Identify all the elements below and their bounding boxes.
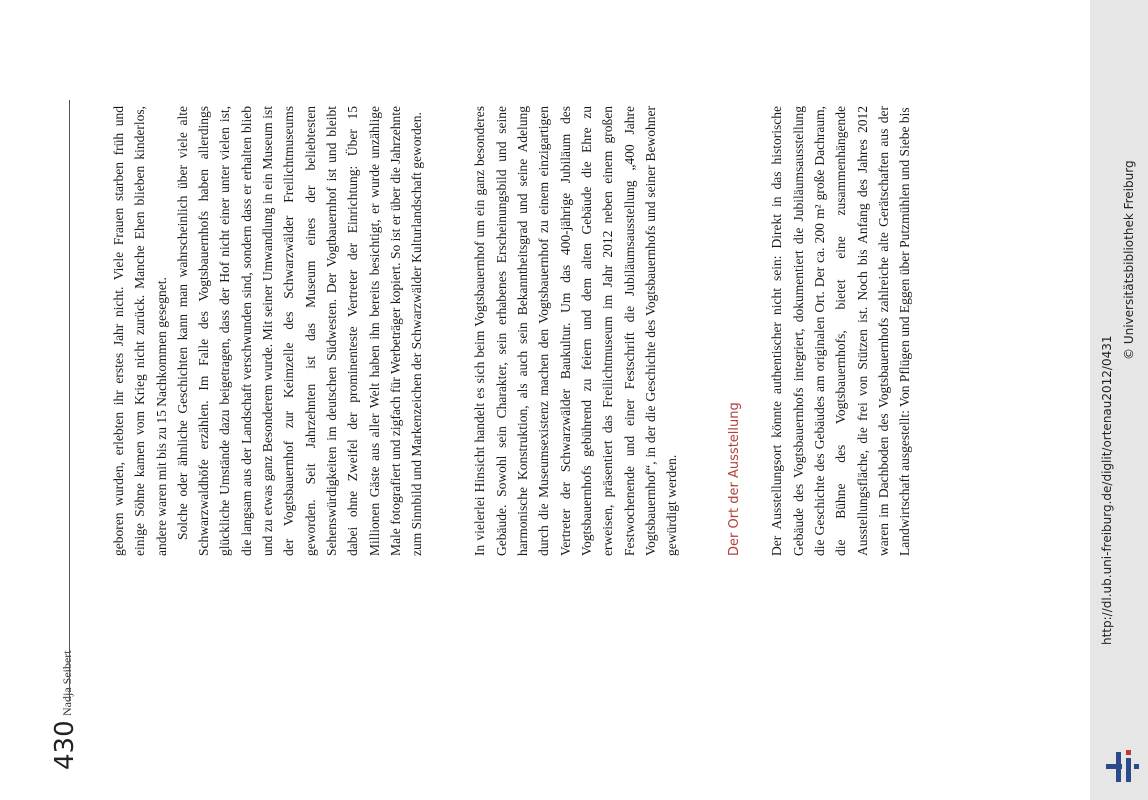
ub-freiburg-logo-icon bbox=[1100, 744, 1144, 788]
heading-gap bbox=[745, 106, 766, 556]
paragraph-gap bbox=[427, 106, 469, 556]
running-head-author: Nadja Seibert bbox=[60, 650, 74, 716]
paragraph: In vielerlei Hinsicht handelt es sich beim Vogtsbauernhof um ein ganz besonderes Gebäude. Sowohl sein Charakter, sein erhabenes Erscheinungsbild und seine harmonische Konstruktion, als auch sein Bekanntheitsgrad und seine Adelung durch die Museumsexistenz machen den Vogtsbauernhof zu einem einzigartigen Vertreter der Schwarzwälder Baukultur. Um das 400-jährige Jubiläum des Vogtsbauernhofs gebührend zu feiern und dem alten Gebäude die Ehre zu erweisen, präsentiert das Freilichtmuseum im Jahr 2012 neben einem großen Festwochenende und einer Festschrift die Jubiläumsausstellung „400 Jahre Vogtsbauernhof“, in der die Geschichte des Vogtsbauernhofs und seiner Bewohner gewürdigt werden. bbox=[472, 106, 680, 556]
source-url-link[interactable]: http://dl.ub.uni-freiburg.de/diglit/ortenau2012/0431 bbox=[1100, 335, 1114, 645]
sidebar-text bbox=[1090, 0, 1148, 800]
copyright-notice: © Universitätsbibliothek Freiburg bbox=[1122, 160, 1136, 360]
paragraph: Der Ausstellungsort könnte authentischer nicht sein: Direkt in das historische Gebäude des Vogtsbauernhofs integriert, dokumentiert die Jubiläumsausstellung die Geschichte des Gebäudes am originalen Ort. Der ca. 200 m² große Dachraum, die Bühne des Vogtsbauernhofs, bietet eine zusammenhängende Ausstellungsfläche, die frei von Stützen ist. Noch bis Anfang des Jahres 2012 waren im Dachboden des Vogtsbauernhofs zahlreiche alte Gerätschaften aus der Landwirtschaft ausgestellt: Von Pflügen und Eggen über Putzmühlen und Siebe bis bbox=[769, 106, 913, 556]
body-text bbox=[108, 106, 916, 556]
paragraph: Solche oder ähnliche Geschichten kann man wahrscheinlich über viele alte Schwarzwaldhöfe erzählen. Im Falle des Vogtsbauernhofs haben allerdings glückliche Umstände dazu beigetragen, dass der Hof nicht einer unter vielen ist, die langsam aus der Landschaft verschwunden sind, sondern dass er erhalten blieb und zu etwas ganz Besonderem wurde. Mit seiner Umwandlung in ein Museum ist der Vogtsbauernhof zur Keimzelle des Schwarzwälder Freilichtmuseums geworden. Seit Jahrzehnten ist das Museum eines der beliebtesten Sehenswürdigkeiten im deutschen Südwesten. Der Vogtbauernhof ist und bleibt dabei ohne Zweifel der prominenteste Vertreter der Einrichtung: Über 15 Millionen Gäste aus aller Welt haben ihn bereits besichtigt, er wurde unzählige Male fotografiert und zigfach für Werbeträger kopiert. So ist er über die Jahrzehnte zum Sinnbild und Markenzeichen der Schwarzwälder Kulturlandschaft geworden. bbox=[174, 106, 425, 556]
page-number: 430 bbox=[50, 720, 80, 770]
header-rule bbox=[69, 100, 70, 700]
paragraph-gap bbox=[682, 106, 724, 556]
library-sidebar bbox=[1090, 0, 1148, 800]
paragraph: geboren wurden, erlebten ihr erstes Jahr nicht. Viele Frauen starben früh und einige Söhne kamen vom Krieg nicht zurück. Manche Ehen blieben kinderlos, andere waren mit bis zu 15 Nachkommen gesegnet. bbox=[111, 106, 169, 556]
page-header bbox=[50, 70, 80, 770]
section-heading: Der Ort der Ausstellung bbox=[727, 402, 743, 556]
